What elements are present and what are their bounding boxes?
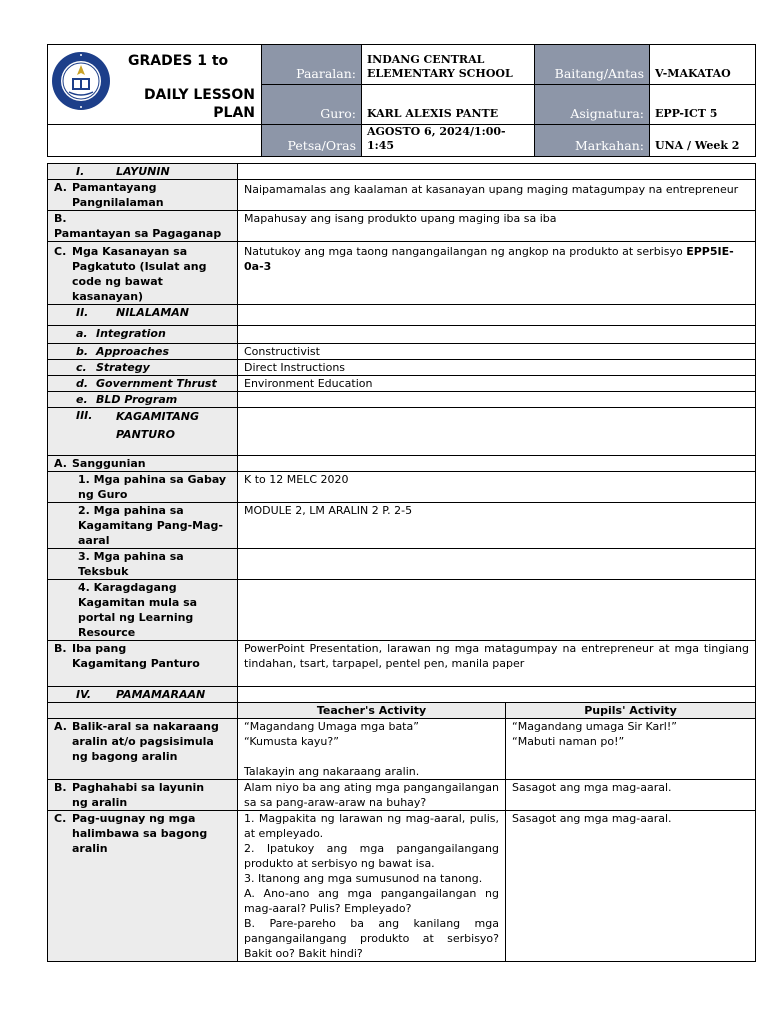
row-label-text: Mga Kasanayan sa Pagkatuto (Isulat ang code ng bawat kasanayan) (72, 245, 207, 303)
table-row (48, 344, 756, 360)
teacher-line: 2. Ipatukoy ang mga pangangailangang produkto at serbisyo ng bawat isa. (244, 842, 499, 870)
section-number: I. (76, 165, 85, 178)
grade-label: Baitang/Antas (535, 45, 650, 85)
lesson-plan-table (47, 163, 756, 962)
teacher-line: B. Pare-pareho ba ang kanilang mga pangangailangang produkto at serbisyo? Bakit oo? Bakit hindi? (244, 917, 499, 960)
row-label-text: Government Thrust (96, 377, 217, 390)
empty-cell (238, 456, 756, 472)
empty-cell (238, 305, 756, 326)
row-letter: B. (54, 642, 67, 655)
row-label (48, 811, 238, 962)
teacher-activity: Alam niyo ba ang ating mga pangangailangan sa sa pang-araw-araw na buhay? (238, 780, 506, 811)
row-letter: d. (76, 377, 89, 390)
row-label (48, 392, 238, 408)
teacher-line: 3. Itanong ang mga sumusunod na tanong. (244, 872, 483, 885)
row-label (48, 326, 238, 344)
title-block (48, 45, 262, 125)
table-row (48, 392, 756, 408)
row-label: 1. Mga pahina sa Gabay ng Guro (48, 472, 238, 503)
section-title (48, 687, 238, 703)
row-value (238, 242, 756, 305)
row-value: MODULE 2, LM ARALIN 2 P. 2-5 (238, 503, 756, 549)
quarter-label: Markahan: (535, 125, 650, 157)
row-label (48, 211, 238, 242)
section-kagamitan (48, 408, 756, 456)
row-value: Constructivist (238, 344, 756, 360)
teacher-line: A. Ano-ano ang mga pangangailangan ng mag-aaral? Pulis? Empleyado? (244, 887, 499, 915)
table-row (48, 326, 756, 344)
teacher-line: Talakayin ang nakaraang aralin. (244, 765, 420, 778)
section-pamamaraan (48, 687, 756, 703)
row-label: 4. Karagdagang Kagamitan mula sa portal ng Learning Resource (48, 580, 238, 641)
pupil-activity-header: Pupils' Activity (506, 703, 756, 719)
section-label: NILALAMAN (116, 306, 190, 319)
teacher-value: KARL ALEXIS PANTE (362, 85, 535, 125)
subject-label: Asignatura: (535, 85, 650, 125)
date-value: AGOSTO 6, 2024/1:00-1:45 (362, 125, 535, 157)
pupil-activity: Sasagot ang mga mag-aaral. (506, 811, 756, 962)
row-label (48, 344, 238, 360)
row-label (48, 242, 238, 305)
row-label-text: Pamantayang Pangnilalaman (72, 181, 164, 209)
row-label-text: Integration (96, 327, 166, 340)
row-label-text: Iba pang Kagamitang Panturo (72, 642, 200, 670)
row-label-text: Sanggunian (72, 457, 146, 470)
row-value: K to 12 MELC 2020 (238, 472, 756, 503)
section-number: III. (76, 409, 93, 422)
competency-code: EPP5IE-0a-3 (244, 245, 734, 273)
row-value: Environment Education (238, 376, 756, 392)
row-label: 3. Mga pahina sa Teksbuk (48, 549, 238, 580)
table-row (48, 180, 756, 211)
title-dlp (144, 86, 255, 122)
teacher-line: “Kumusta kayu?” (244, 735, 339, 748)
section-label: PAMAMARAAN (116, 688, 206, 701)
row-label-text: Paghahabi sa layunin ng aralin (72, 781, 205, 809)
table-row (48, 811, 756, 962)
row-letter: c. (76, 361, 87, 374)
row-value: Direct Instructions (238, 360, 756, 376)
empty-cell (238, 687, 756, 703)
table-row (48, 211, 756, 242)
row-letter: a. (76, 327, 88, 340)
empty-cell (238, 408, 756, 456)
section-nilalaman (48, 305, 756, 326)
row-label-text: Strategy (96, 361, 150, 374)
row-value: PowerPoint Presentation, larawan ng mga matagumpay na entrepreneur at mga tingiang tindahan, tsart, tarpapel, pentel pen, manila paper (238, 641, 756, 687)
quarter-value: UNA / Week 2 (650, 125, 756, 157)
table-row (48, 503, 756, 549)
row-letter: B. (54, 781, 67, 794)
row-label (48, 376, 238, 392)
school-label: Paaralan: (262, 45, 362, 85)
row-value (238, 392, 756, 408)
row-label-text: Approaches (96, 345, 170, 358)
pupil-line: “Magandang umaga Sir Karl!” (512, 720, 677, 733)
table-row (48, 549, 756, 580)
pupil-line: “Mabuti naman po!” (512, 735, 625, 748)
table-row (48, 376, 756, 392)
teacher-activity (238, 811, 506, 962)
title-grades: GRADES 1 to (128, 53, 229, 69)
deped-seal-icon (51, 51, 111, 111)
row-label (48, 456, 238, 472)
title-dlp-line1: DAILY LESSON (143, 87, 255, 103)
teacher-label: Guro: (262, 85, 362, 125)
table-row (48, 641, 756, 687)
table-row (48, 242, 756, 305)
row-value (238, 549, 756, 580)
row-letter: A. (54, 720, 67, 733)
school-value: INDANG CENTRAL ELEMENTARY SCHOOL (362, 45, 535, 85)
teacher-line: “Magandang Umaga mga bata” (244, 720, 419, 733)
row-letter: A. (54, 457, 67, 470)
row-letter: C. (54, 245, 67, 258)
row-letter: A. (54, 181, 67, 194)
section-layunin (48, 164, 756, 180)
row-label (48, 360, 238, 376)
teacher-activity (238, 719, 506, 780)
row-letter: C. (54, 812, 67, 825)
table-row (48, 580, 756, 641)
table-row (48, 780, 756, 811)
row-label-text: Pag-uugnay ng mga halimbawa sa bagong aralin (72, 812, 208, 855)
row-label (48, 780, 238, 811)
table-row (48, 703, 756, 719)
title-dlp-line2: PLAN (213, 105, 255, 121)
table-row (48, 719, 756, 780)
empty-cell (238, 164, 756, 180)
section-title (48, 164, 238, 180)
row-label-text: Pamantayan sa Pagaganap (54, 227, 222, 240)
pupil-activity: Sasagot ang mga mag-aaral. (506, 780, 756, 811)
section-label: LAYUNIN (116, 165, 170, 178)
table-row (48, 360, 756, 376)
row-value (238, 326, 756, 344)
grade-value: V-MAKATAO (650, 45, 756, 85)
competency-text: Natutukoy ang mga taong nangangailangan ng angkop na produkto at serbisyo (244, 245, 683, 258)
section-label: KAGAMITANG PANTURO (116, 410, 200, 441)
section-title (48, 305, 238, 326)
pupil-activity (506, 719, 756, 780)
row-letter: B. (54, 212, 67, 225)
row-label-text: BLD Program (96, 393, 178, 406)
empty-cell (48, 703, 238, 719)
section-title (48, 408, 238, 456)
row-label (48, 641, 238, 687)
teacher-activity-header: Teacher's Activity (238, 703, 506, 719)
section-number: II. (76, 306, 89, 319)
row-label-text: Balik-aral sa nakaraang aralin at/o pagsisimula ng bagong aralin (72, 720, 219, 763)
section-number: IV. (76, 688, 92, 701)
subject-value: EPP-ICT 5 (650, 85, 756, 125)
row-value: Naipamamalas ang kaalaman at kasanayan upang maging matagumpay na entrepreneur (238, 180, 756, 211)
row-label (48, 719, 238, 780)
row-letter: b. (76, 345, 89, 358)
teacher-line: 1. Magpakita ng larawan ng mag-aaral, pulis, at empleyado. (244, 812, 499, 840)
date-label: Petsa/Oras (262, 125, 362, 157)
row-label: 2. Mga pahina sa Kagamitang Pang-Mag-aaral (48, 503, 238, 549)
row-label (48, 180, 238, 211)
table-row (48, 456, 756, 472)
table-row (48, 472, 756, 503)
row-letter: e. (76, 393, 88, 406)
row-value (238, 580, 756, 641)
header-table (47, 44, 756, 157)
row-value: Mapahusay ang isang produkto upang maging iba sa iba (238, 211, 756, 242)
header-empty-cell (48, 125, 262, 157)
